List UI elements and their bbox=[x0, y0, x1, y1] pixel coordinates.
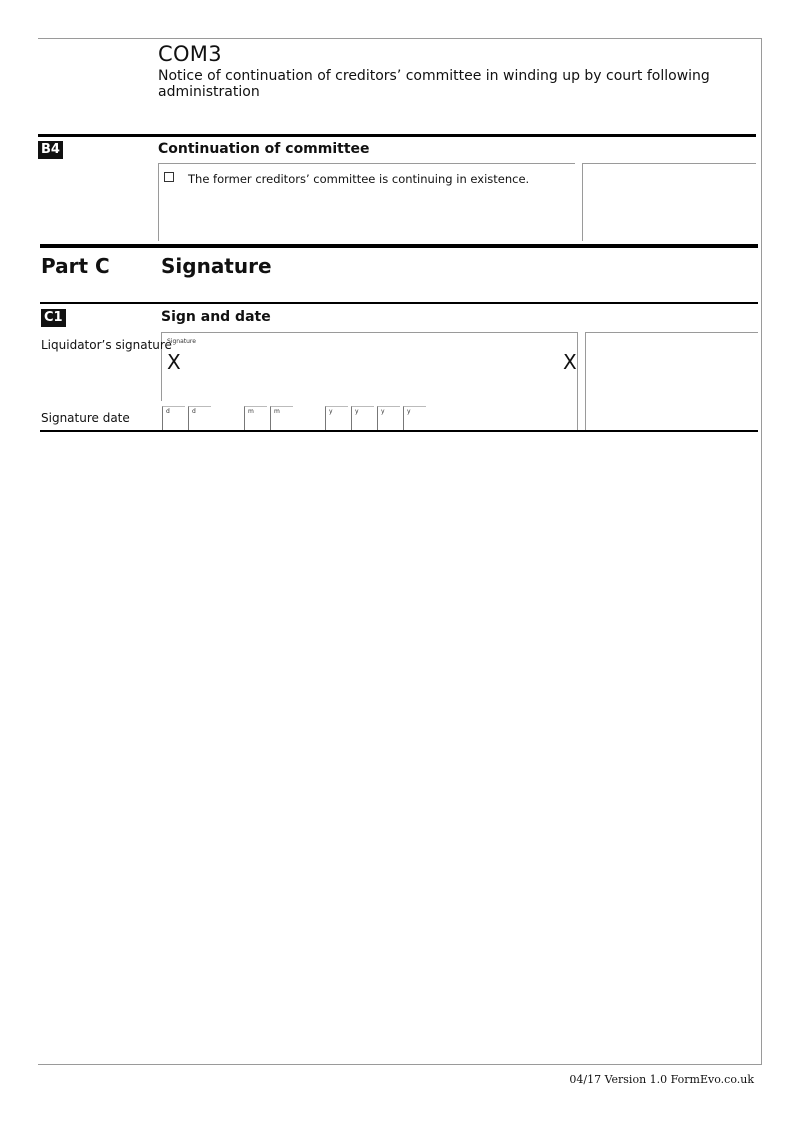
section-c1-title: Sign and date bbox=[161, 309, 271, 325]
footer-version: 04/17 Version 1.0 FormEvo.co.uk bbox=[569, 1073, 754, 1086]
date-year-2[interactable] bbox=[351, 406, 374, 430]
part-c-label: Part C bbox=[41, 254, 110, 278]
date-month-1[interactable] bbox=[244, 406, 267, 430]
section-c1-bottom-rule bbox=[40, 430, 758, 432]
part-c-title: Signature bbox=[161, 254, 272, 278]
right-border bbox=[761, 38, 762, 1064]
form-title: Notice of continuation of creditors’ committee in winding up by court following administration bbox=[158, 68, 710, 100]
b4-field-top bbox=[158, 163, 575, 164]
c1-notes-left bbox=[585, 332, 586, 430]
date-year-2-placeholder: y bbox=[355, 408, 359, 415]
signature-mark-right: X bbox=[563, 350, 577, 374]
date-year-4[interactable] bbox=[403, 406, 426, 430]
signature-date-label: Signature date bbox=[41, 411, 130, 425]
signature-box-right bbox=[577, 332, 578, 430]
b4-field-left bbox=[158, 163, 159, 241]
date-day-1-placeholder: d bbox=[166, 408, 170, 415]
part-c-rule bbox=[40, 244, 758, 248]
section-b4-title: Continuation of committee bbox=[158, 141, 370, 157]
signature-field[interactable] bbox=[162, 333, 576, 399]
b4-notes-left bbox=[582, 163, 583, 241]
date-year-3-placeholder: y bbox=[381, 408, 385, 415]
continuation-checkbox[interactable] bbox=[164, 172, 174, 182]
date-year-1[interactable] bbox=[325, 406, 348, 430]
date-day-1[interactable] bbox=[162, 406, 185, 430]
liquidator-signature-label: Liquidator’s signature bbox=[41, 338, 172, 352]
b4-notes-top bbox=[582, 163, 756, 164]
date-day-2-placeholder: d bbox=[192, 408, 196, 415]
section-c1-badge: C1 bbox=[41, 309, 66, 327]
signature-box-caption: Signature bbox=[167, 338, 196, 345]
date-month-2[interactable] bbox=[270, 406, 293, 430]
bottom-border bbox=[38, 1064, 762, 1065]
signature-mark-left: X bbox=[167, 350, 181, 374]
date-year-1-placeholder: y bbox=[329, 408, 333, 415]
section-b4-badge: B4 bbox=[38, 141, 63, 159]
date-year-3[interactable] bbox=[377, 406, 400, 430]
section-c1-rule bbox=[40, 302, 758, 304]
form-code: COM3 bbox=[158, 42, 222, 66]
section-b4-rule bbox=[38, 134, 756, 137]
date-month-2-placeholder: m bbox=[274, 408, 280, 415]
continuation-statement: The former creditors’ committee is continuing in existence. bbox=[188, 172, 530, 186]
top-border bbox=[38, 38, 762, 39]
date-day-2[interactable] bbox=[188, 406, 211, 430]
date-month-1-placeholder: m bbox=[248, 408, 254, 415]
c1-notes-top bbox=[585, 332, 758, 333]
date-year-4-placeholder: y bbox=[407, 408, 411, 415]
